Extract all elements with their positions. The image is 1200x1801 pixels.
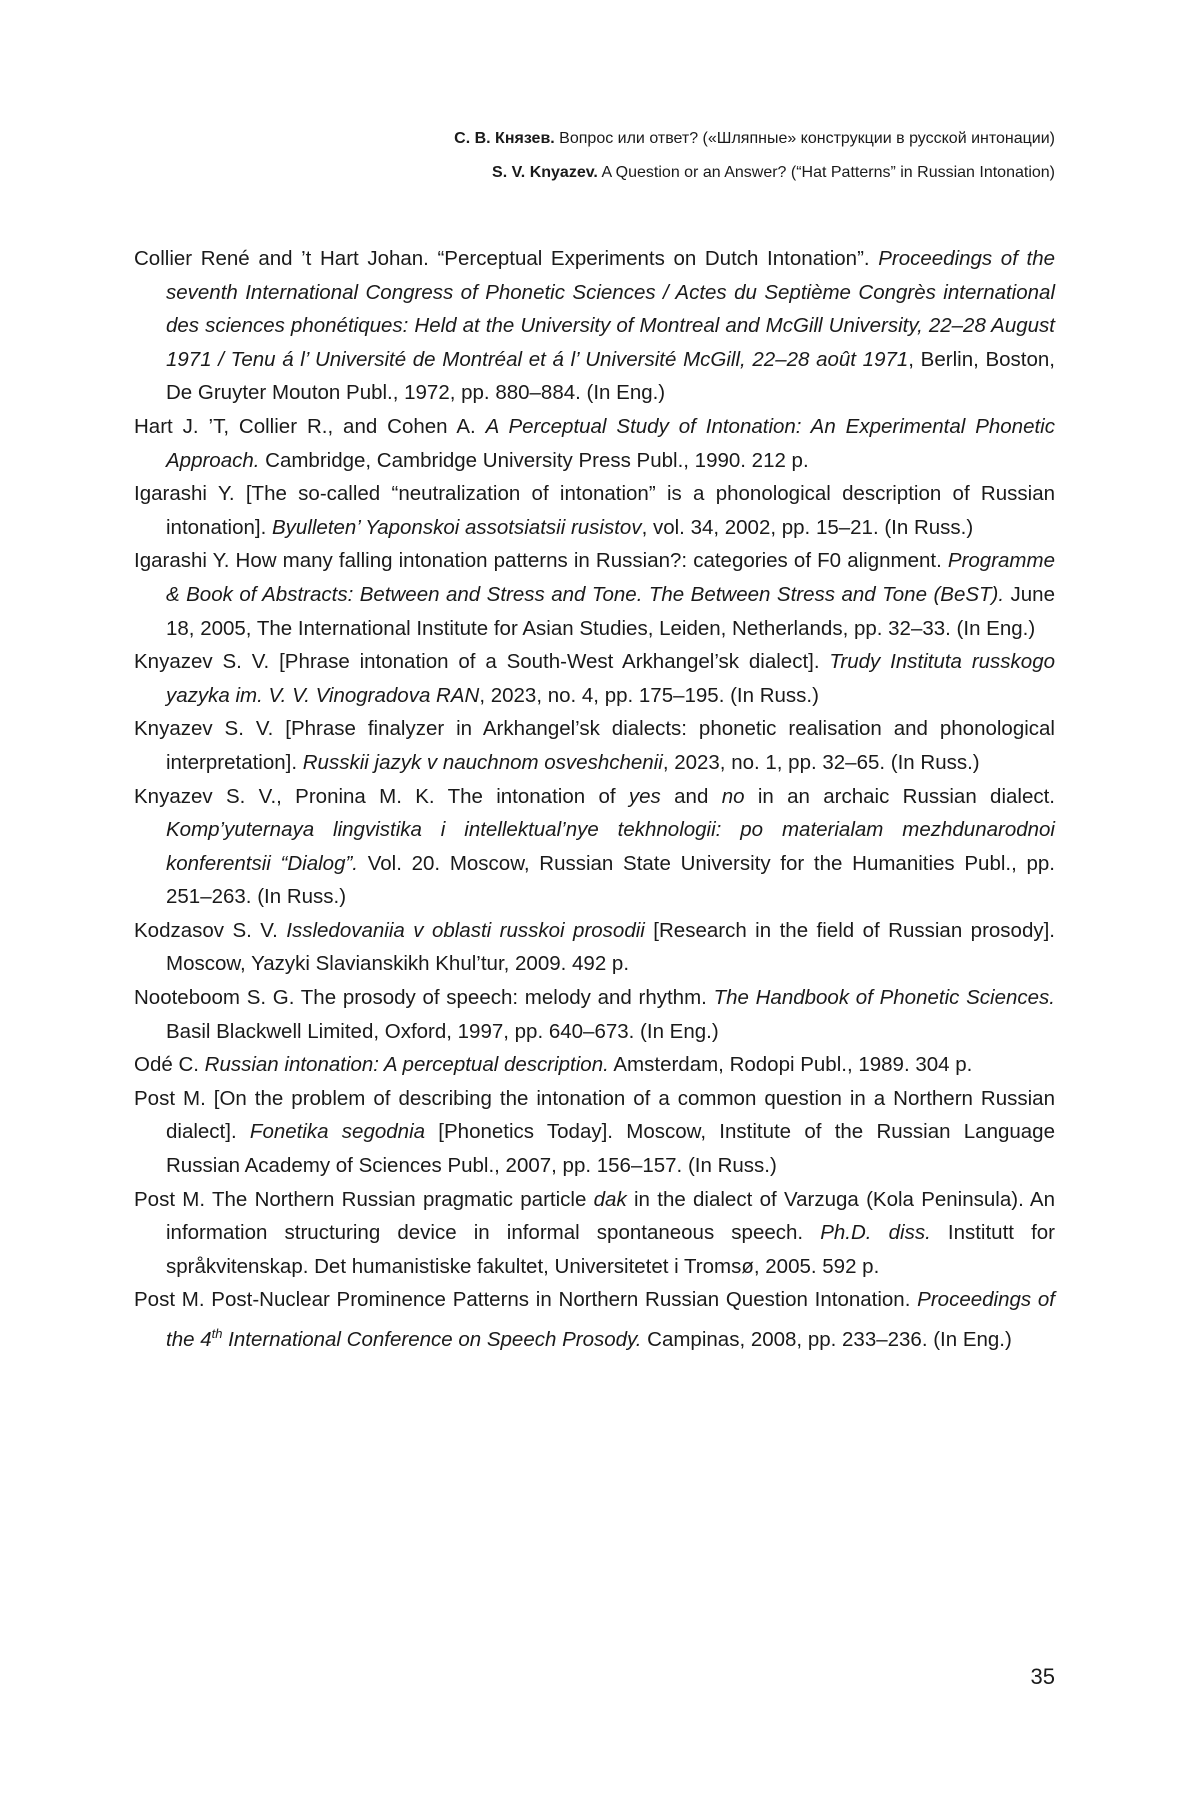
reference-italic-text: Ph.D. diss. [820,1221,931,1245]
header-author-ru: С. В. Князев. [454,130,555,147]
reference-text: Knyazev S. V. [Phrase finalyzer in Arkhangel’sk dialects: phonetic realisation and phonological interpretation]. [134,717,1055,774]
reference-text: Igarashi Y. How many falling intonation patterns in Russian?: categories of F0 alignment. [134,549,948,573]
reference-text: Collier René and ’t Hart Johan. “Perceptual Experiments on Dutch Intonation”. [134,247,879,270]
reference-text: Igarashi Y. [The so-called “neutralization of intonation” is a phonological description of Russian intonation]. [134,482,1055,539]
reference-text: Post M. The Northern Russian pragmatic particle [134,1187,594,1211]
reference-entry [134,1283,1055,1356]
reference-text: Hart J. ’T, Collier R., and Cohen A. [134,414,486,438]
reference-italic-text: Russkii jazyk v nauchnom osveshchenii [302,750,663,774]
page-number: 35 [1030,1664,1055,1689]
reference-text: Institutt for språkvitenskap. Det humanistiske fakultet, Universitetet i Tromsø, 2005. 592 p. [166,1221,1056,1278]
reference-text: June 18, 2005, The International Institute for Asian Studies, Leiden, Netherlands, pp. 32–33. (In Eng.) [166,582,1055,640]
reference-text: Vol. 20. Moscow, Russian State University for the Humanities Publ., pp. 251–263. (In Russ.) [166,851,1056,909]
reference-italic-text: no [721,784,745,808]
reference-text: , 2023, no. 1, pp. 32–65. (In Russ.) [662,750,980,774]
reference-italic-text: Komp’yuternaya lingvistika i intellektual’nye tekhnologii: po materialam mezhdunarodnoi konferentsii “Dialog”. [166,818,1055,875]
header-line-english [454,156,1055,190]
reference-text: Amsterdam, Rodopi Publ., 1989. 304 p. [608,1053,973,1077]
reference-text: Cambridge, Cambridge University Press Publ., 1990. 212 p. [259,448,809,472]
reference-italic-text: A Perceptual Study of Intonation: An Experimental Phonetic Approach. [166,414,1055,472]
reference-text: in an archaic Russian dialect. [744,784,1055,808]
reference-text: Campinas, 2008, pp. 233–236. (In Eng.) [641,1327,1012,1351]
reference-entry [134,981,1055,1048]
reference-italic-text: Byulleten’ Yaponskoi assotsiatsii rusistov [272,515,642,539]
reference-text: Post M. Post-Nuclear Prominence Patterns in Northern Russian Question Intonation. [134,1288,918,1312]
reference-entry [134,645,1055,712]
reference-list [134,242,1055,1356]
reference-text: [Phonetics Today]. Moscow, Institute of the Russian Language Russian Academy of Sciences Publ., 2007, pp. 156–157. (In Russ.) [166,1120,1055,1178]
reference-italic-text: The Handbook of Phonetic Sciences. [713,986,1055,1010]
reference-text: [Research in the field of Russian prosody]. Moscow, Yazyki Slavianskikh Khul’tur, 2009. 492 p. [166,918,1056,976]
reference-italic-text: Russian intonation: A perceptual description. [204,1053,609,1077]
reference-italic-text: yes [628,784,661,808]
reference-italic-text: th [211,1326,223,1341]
reference-text: in the dialect of Varzuga (Kola Peninsula). An information structuring device in informal spontaneous speech. [166,1187,1055,1245]
reference-text: Odé C. [134,1053,205,1077]
reference-italic-text: Programme & Book of Abstracts: Between and Stress and Tone. The Between Stress and Tone (BeST). [166,549,1055,606]
reference-italic-text: dak [593,1187,627,1211]
reference-entry [134,1183,1055,1284]
superscript [212,1326,223,1341]
reference-text: Kodzasov S. V. [134,918,287,942]
reference-text: and [660,784,722,808]
reference-entry [134,780,1055,914]
header-title-ru: Вопрос или ответ? («Шляпные» конструкции в русской интонации) [554,130,1055,147]
reference-entry [134,477,1055,544]
reference-entry [134,242,1055,410]
reference-entry [134,712,1055,779]
reference-entry [134,544,1055,645]
header-author-en: S. V. Knyazev. [492,164,598,181]
reference-entry [134,914,1055,981]
reference-entry [134,1082,1055,1183]
reference-italic-text: Issledovaniia v oblasti russkoi prosodii [286,918,645,942]
reference-text: , vol. 34, 2002, pp. 15–21. (In Russ.) [641,515,974,539]
reference-text: , Berlin, Boston, De Gruyter Mouton Publ., 1972, pp. 880–884. (In Eng.) [166,347,1055,405]
reference-entry [134,410,1055,477]
reference-text: Basil Blackwell Limited, Oxford, 1997, pp. 640–673. (In Eng.) [166,1019,719,1043]
reference-italic-text: Trudy Instituta russkogo yazyka im. V. V. Vinogradova RAN [166,650,1055,707]
header-line-russian [454,122,1055,156]
reference-italic-text: Fonetika segodnia [249,1120,426,1144]
reference-entry [134,1048,1055,1082]
running-header [454,122,1055,190]
reference-text: Nooteboom S. G. The prosody of speech: melody and rhythm. [134,986,714,1010]
reference-text: , 2023, no. 4, pp. 175–195. (In Russ.) [479,683,819,707]
reference-text: Post M. [On the problem of describing the intonation of a common question in a Northern Russian dialect]. [134,1086,1055,1144]
reference-italic-text: Proceedings of the seventh International Congress of Phonetic Sciences / Actes du Septième Congrès international des sciences phonétiques: Held at the University of Montreal and McGill University, 22–28 August 1971 / Tenu á l’ Université de Montréal et á l’ Université McGill, 22–28 août 1971 [166,247,1055,371]
reference-italic-text: Proceedings of the 4 [166,1288,1055,1351]
reference-text: Knyazev S. V., Pronina M. K. The intonation of [134,784,629,808]
header-title-en: A Question or an Answer? (“Hat Patterns” in Russian Intonation) [597,164,1055,181]
reference-italic-text: International Conference on Speech Prosody. [222,1327,642,1351]
reference-text: Knyazev S. V. [Phrase intonation of a South-West Arkhangel’sk dialect]. [134,650,830,674]
